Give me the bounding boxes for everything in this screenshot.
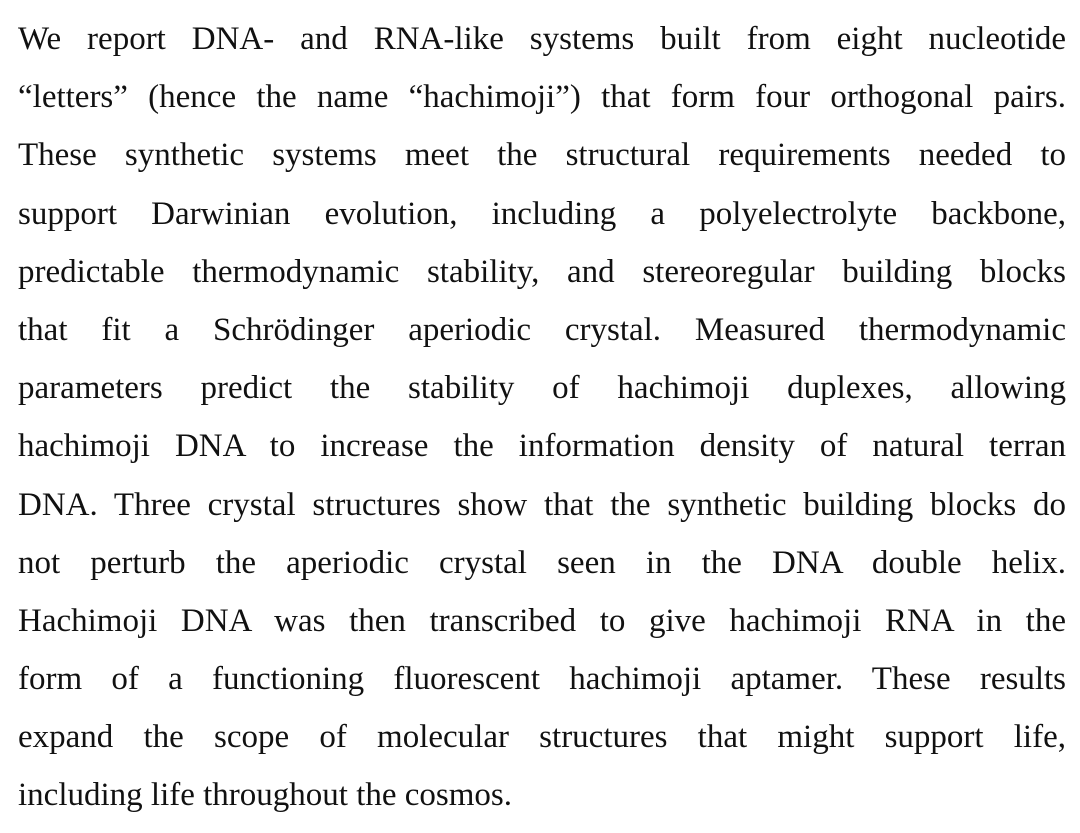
text-line: These synthetic systems meet the structural requirements needed to [18, 137, 1066, 174]
text-line: including life throughout the cosmos. [18, 777, 513, 814]
abstract-paragraph [18, 10, 1066, 825]
text-line: form of a functioning fluorescent hachimoji aptamer. These results [18, 661, 1066, 698]
text-line: parameters predict the stability of hachimoji duplexes, allowing [18, 370, 1066, 407]
text-line: predictable thermodynamic stability, and stereoregular building blocks [18, 253, 1066, 290]
text-line: “letters” (hence the name “hachimoji”) that form four orthogonal pairs. [18, 79, 1066, 116]
text-line: expand the scope of molecular structures that might support life, [18, 719, 1066, 756]
text-line: support Darwinian evolution, including a polyelectrolyte backbone, [18, 195, 1066, 232]
text-line: not perturb the aperiodic crystal seen in the DNA double helix. [18, 544, 1066, 581]
text-line: that fit a Schrödinger aperiodic crystal. Measured thermodynamic [18, 311, 1066, 348]
text-line: We report DNA- and RNA-like systems built from eight nucleotide [18, 21, 1066, 57]
text-line: Hachimoji DNA was then transcribed to give hachimoji RNA in the [18, 602, 1066, 639]
text-line: hachimoji DNA to increase the information density of natural terran [18, 428, 1066, 465]
text-line: DNA. Three crystal structures show that the synthetic building blocks do [18, 486, 1066, 523]
